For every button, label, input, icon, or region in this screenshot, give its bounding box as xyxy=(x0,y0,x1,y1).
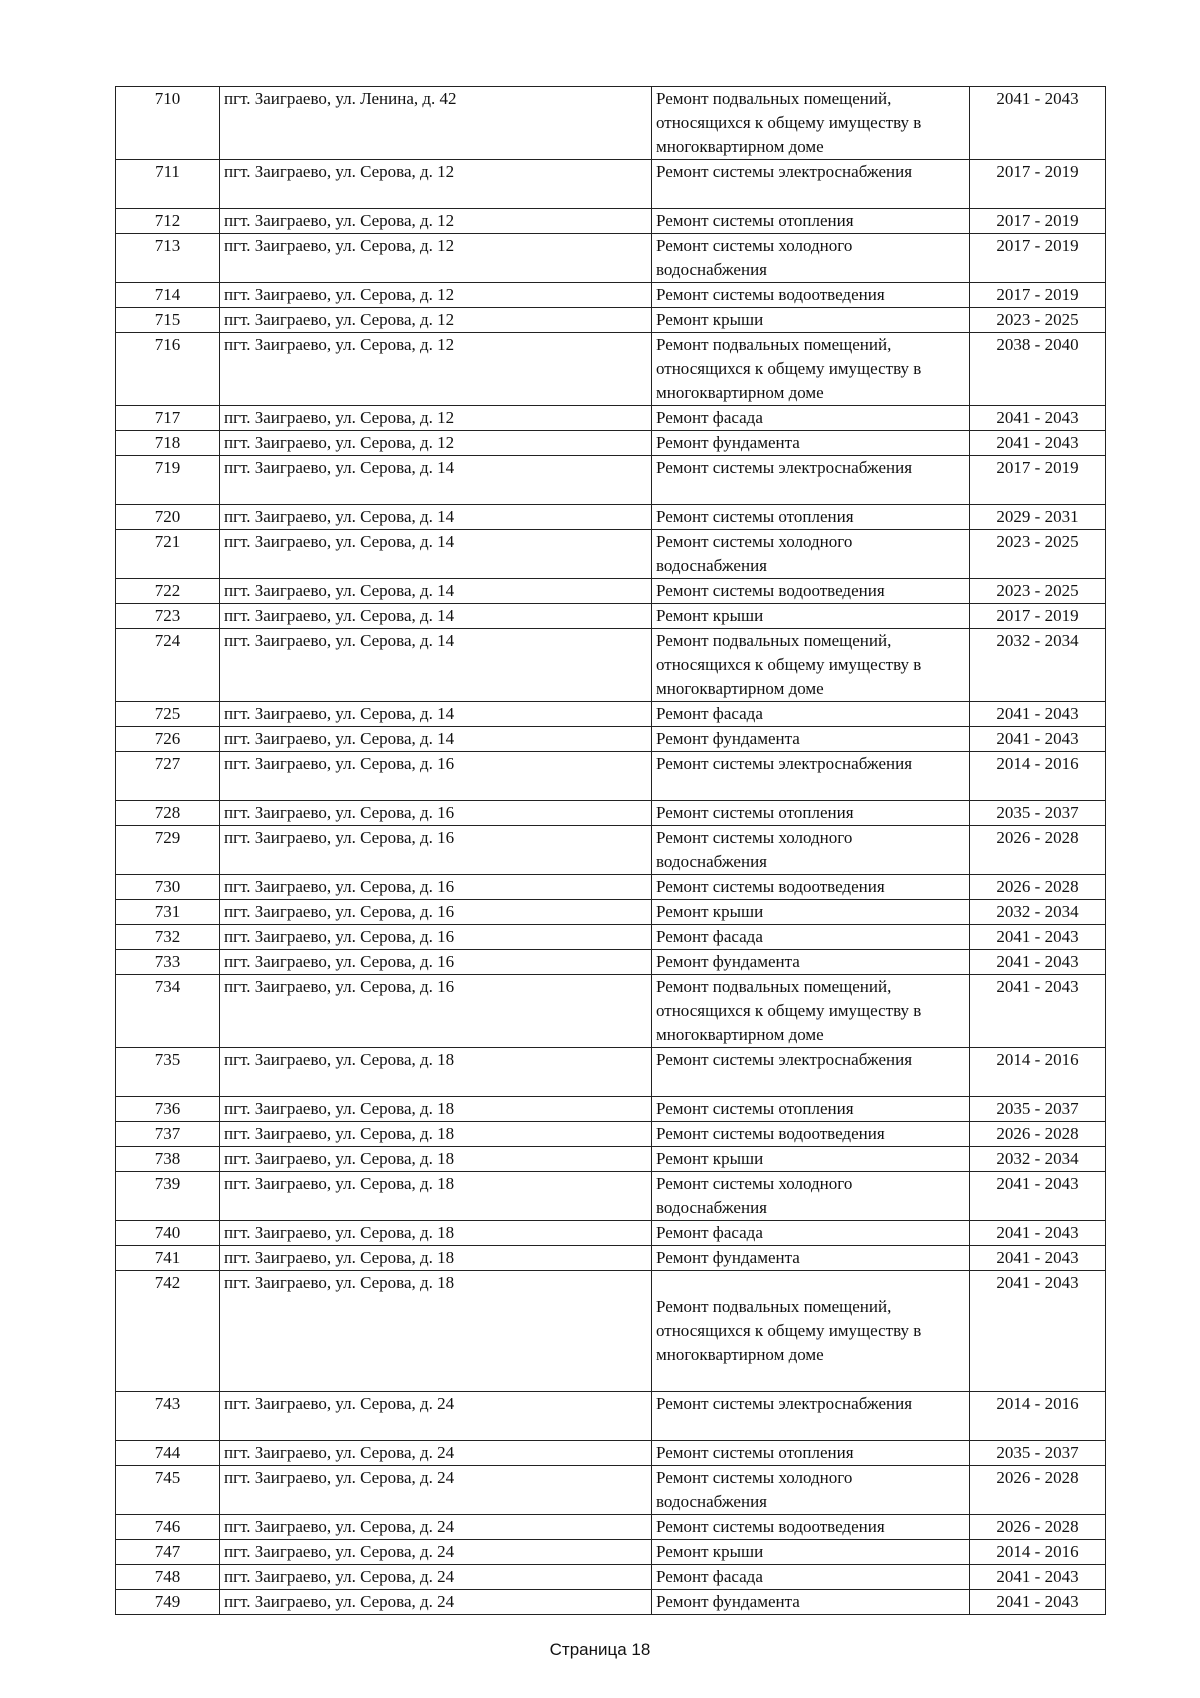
table-row xyxy=(116,1392,1106,1441)
address-cell: пгт. Заиграево, ул. Серова, д. 18 xyxy=(220,1271,652,1392)
row-number-cell: 748 xyxy=(116,1565,220,1590)
row-number-cell: 727 xyxy=(116,752,220,801)
row-number-cell: 747 xyxy=(116,1540,220,1565)
work-type-cell: Ремонт системы электроснабжения xyxy=(652,752,970,801)
period-cell: 2041 - 2043 xyxy=(970,1565,1106,1590)
address-cell: пгт. Заиграево, ул. Серова, д. 14 xyxy=(220,505,652,530)
period-cell: 2026 - 2028 xyxy=(970,1515,1106,1540)
period-cell: 2026 - 2028 xyxy=(970,1466,1106,1515)
work-type-cell: Ремонт системы электроснабжения xyxy=(652,1392,970,1441)
row-number-cell: 724 xyxy=(116,629,220,702)
table-row xyxy=(116,1147,1106,1172)
table-row xyxy=(116,900,1106,925)
period-cell: 2026 - 2028 xyxy=(970,875,1106,900)
period-cell: 2041 - 2043 xyxy=(970,1246,1106,1271)
address-cell: пгт. Заиграево, ул. Серова, д. 12 xyxy=(220,209,652,234)
row-number-cell: 738 xyxy=(116,1147,220,1172)
row-number-cell: 743 xyxy=(116,1392,220,1441)
table-row xyxy=(116,875,1106,900)
work-type-cell: Ремонт системы электроснабжения xyxy=(652,456,970,505)
work-type-cell: Ремонт подвальных помещений, относящихся к общему имуществу в многоквартирном доме xyxy=(652,629,970,702)
table-row xyxy=(116,530,1106,579)
work-type-cell: Ремонт крыши xyxy=(652,308,970,333)
address-cell: пгт. Заиграево, ул. Серова, д. 18 xyxy=(220,1246,652,1271)
work-type-cell: Ремонт подвальных помещений, относящихся к общему имуществу в многоквартирном доме xyxy=(652,1271,970,1392)
period-cell: 2041 - 2043 xyxy=(970,975,1106,1048)
table-row xyxy=(116,1565,1106,1590)
row-number-cell: 735 xyxy=(116,1048,220,1097)
address-cell: пгт. Заиграево, ул. Серова, д. 14 xyxy=(220,579,652,604)
period-cell: 2029 - 2031 xyxy=(970,505,1106,530)
table-row xyxy=(116,505,1106,530)
row-number-cell: 740 xyxy=(116,1221,220,1246)
address-cell: пгт. Заиграево, ул. Ленина, д. 42 xyxy=(220,87,652,160)
work-type-cell: Ремонт системы отопления xyxy=(652,801,970,826)
row-number-cell: 710 xyxy=(116,87,220,160)
address-cell: пгт. Заиграево, ул. Серова, д. 24 xyxy=(220,1392,652,1441)
address-cell: пгт. Заиграево, ул. Серова, д. 18 xyxy=(220,1147,652,1172)
table-row xyxy=(116,283,1106,308)
period-cell: 2017 - 2019 xyxy=(970,160,1106,209)
period-cell: 2032 - 2034 xyxy=(970,900,1106,925)
row-number-cell: 741 xyxy=(116,1246,220,1271)
address-cell: пгт. Заиграево, ул. Серова, д. 18 xyxy=(220,1122,652,1147)
table-row xyxy=(116,604,1106,629)
address-cell: пгт. Заиграево, ул. Серова, д. 14 xyxy=(220,702,652,727)
table-row xyxy=(116,87,1106,160)
row-number-cell: 736 xyxy=(116,1097,220,1122)
work-type-cell: Ремонт фасада xyxy=(652,925,970,950)
period-cell: 2023 - 2025 xyxy=(970,530,1106,579)
address-cell: пгт. Заиграево, ул. Серова, д. 12 xyxy=(220,431,652,456)
period-cell: 2014 - 2016 xyxy=(970,752,1106,801)
work-type-cell: Ремонт фундамента xyxy=(652,950,970,975)
page-number: Страница 18 xyxy=(549,1640,651,1659)
table-row xyxy=(116,629,1106,702)
work-type-cell: Ремонт фасада xyxy=(652,1565,970,1590)
address-cell: пгт. Заиграево, ул. Серова, д. 12 xyxy=(220,333,652,406)
period-cell: 2041 - 2043 xyxy=(970,406,1106,431)
work-type-cell: Ремонт фундамента xyxy=(652,727,970,752)
address-cell: пгт. Заиграево, ул. Серова, д. 14 xyxy=(220,456,652,505)
row-number-cell: 732 xyxy=(116,925,220,950)
table-row xyxy=(116,579,1106,604)
address-cell: пгт. Заиграево, ул. Серова, д. 24 xyxy=(220,1565,652,1590)
address-cell: пгт. Заиграево, ул. Серова, д. 24 xyxy=(220,1466,652,1515)
row-number-cell: 737 xyxy=(116,1122,220,1147)
period-cell: 2041 - 2043 xyxy=(970,87,1106,160)
repair-schedule-table xyxy=(115,86,1106,1615)
work-type-cell: Ремонт фасада xyxy=(652,702,970,727)
address-cell: пгт. Заиграево, ул. Серова, д. 16 xyxy=(220,801,652,826)
table-row xyxy=(116,160,1106,209)
row-number-cell: 722 xyxy=(116,579,220,604)
table-row xyxy=(116,209,1106,234)
row-number-cell: 723 xyxy=(116,604,220,629)
table-row xyxy=(116,1221,1106,1246)
work-type-cell: Ремонт фундамента xyxy=(652,1590,970,1615)
period-cell: 2017 - 2019 xyxy=(970,604,1106,629)
row-number-cell: 728 xyxy=(116,801,220,826)
table-row xyxy=(116,1246,1106,1271)
work-type-cell: Ремонт крыши xyxy=(652,604,970,629)
work-type-cell: Ремонт системы водоотведения xyxy=(652,875,970,900)
work-type-cell: Ремонт системы отопления xyxy=(652,209,970,234)
table-row xyxy=(116,702,1106,727)
table-row xyxy=(116,826,1106,875)
table-row xyxy=(116,308,1106,333)
table-row xyxy=(116,234,1106,283)
work-type-cell: Ремонт системы холодного водоснабжения xyxy=(652,1466,970,1515)
period-cell: 2017 - 2019 xyxy=(970,283,1106,308)
address-cell: пгт. Заиграево, ул. Серова, д. 16 xyxy=(220,752,652,801)
row-number-cell: 746 xyxy=(116,1515,220,1540)
work-type-cell: Ремонт фасада xyxy=(652,406,970,431)
period-cell: 2023 - 2025 xyxy=(970,579,1106,604)
period-cell: 2032 - 2034 xyxy=(970,629,1106,702)
address-cell: пгт. Заиграево, ул. Серова, д. 18 xyxy=(220,1097,652,1122)
work-type-cell: Ремонт системы холодного водоснабжения xyxy=(652,1172,970,1221)
work-type-cell: Ремонт системы водоотведения xyxy=(652,283,970,308)
work-type-cell: Ремонт крыши xyxy=(652,1147,970,1172)
work-type-cell: Ремонт фундамента xyxy=(652,431,970,456)
period-cell: 2023 - 2025 xyxy=(970,308,1106,333)
period-cell: 2041 - 2043 xyxy=(970,1172,1106,1221)
table-row xyxy=(116,752,1106,801)
table-row xyxy=(116,925,1106,950)
period-cell: 2017 - 2019 xyxy=(970,456,1106,505)
work-type-cell: Ремонт фасада xyxy=(652,1221,970,1246)
row-number-cell: 720 xyxy=(116,505,220,530)
work-type-cell: Ремонт фундамента xyxy=(652,1246,970,1271)
work-type-cell: Ремонт системы электроснабжения xyxy=(652,1048,970,1097)
address-cell: пгт. Заиграево, ул. Серова, д. 12 xyxy=(220,234,652,283)
period-cell: 2041 - 2043 xyxy=(970,1221,1106,1246)
work-type-cell: Ремонт системы холодного водоснабжения xyxy=(652,234,970,283)
work-type-cell: Ремонт крыши xyxy=(652,1540,970,1565)
period-cell: 2041 - 2043 xyxy=(970,1271,1106,1392)
table-row xyxy=(116,1466,1106,1515)
work-type-cell: Ремонт подвальных помещений, относящихся к общему имуществу в многоквартирном доме xyxy=(652,333,970,406)
row-number-cell: 713 xyxy=(116,234,220,283)
work-type-cell: Ремонт системы отопления xyxy=(652,505,970,530)
row-number-cell: 725 xyxy=(116,702,220,727)
address-cell: пгт. Заиграево, ул. Серова, д. 24 xyxy=(220,1540,652,1565)
work-type-cell: Ремонт системы электроснабжения xyxy=(652,160,970,209)
row-number-cell: 716 xyxy=(116,333,220,406)
period-cell: 2041 - 2043 xyxy=(970,950,1106,975)
address-cell: пгт. Заиграево, ул. Серова, д. 12 xyxy=(220,406,652,431)
period-cell: 2014 - 2016 xyxy=(970,1392,1106,1441)
row-number-cell: 734 xyxy=(116,975,220,1048)
address-cell: пгт. Заиграево, ул. Серова, д. 14 xyxy=(220,629,652,702)
work-type-cell: Ремонт системы холодного водоснабжения xyxy=(652,826,970,875)
row-number-cell: 711 xyxy=(116,160,220,209)
table-row xyxy=(116,456,1106,505)
work-type-cell: Ремонт подвальных помещений, относящихся к общему имуществу в многоквартирном доме xyxy=(652,975,970,1048)
table-row xyxy=(116,406,1106,431)
table-row xyxy=(116,1122,1106,1147)
period-cell: 2026 - 2028 xyxy=(970,1122,1106,1147)
address-cell: пгт. Заиграево, ул. Серова, д. 16 xyxy=(220,975,652,1048)
address-cell: пгт. Заиграево, ул. Серова, д. 18 xyxy=(220,1172,652,1221)
work-type-cell: Ремонт системы водоотведения xyxy=(652,1515,970,1540)
table-row xyxy=(116,1172,1106,1221)
address-cell: пгт. Заиграево, ул. Серова, д. 16 xyxy=(220,875,652,900)
period-cell: 2041 - 2043 xyxy=(970,702,1106,727)
period-cell: 2035 - 2037 xyxy=(970,1441,1106,1466)
period-cell: 2041 - 2043 xyxy=(970,727,1106,752)
row-number-cell: 749 xyxy=(116,1590,220,1615)
period-cell: 2035 - 2037 xyxy=(970,801,1106,826)
address-cell: пгт. Заиграево, ул. Серова, д. 14 xyxy=(220,727,652,752)
row-number-cell: 721 xyxy=(116,530,220,579)
address-cell: пгт. Заиграево, ул. Серова, д. 24 xyxy=(220,1441,652,1466)
period-cell: 2026 - 2028 xyxy=(970,826,1106,875)
row-number-cell: 729 xyxy=(116,826,220,875)
work-type-cell: Ремонт крыши xyxy=(652,900,970,925)
row-number-cell: 744 xyxy=(116,1441,220,1466)
table-row xyxy=(116,333,1106,406)
address-cell: пгт. Заиграево, ул. Серова, д. 16 xyxy=(220,925,652,950)
period-cell: 2035 - 2037 xyxy=(970,1097,1106,1122)
address-cell: пгт. Заиграево, ул. Серова, д. 18 xyxy=(220,1221,652,1246)
table-row xyxy=(116,1540,1106,1565)
row-number-cell: 719 xyxy=(116,456,220,505)
work-type-cell: Ремонт системы водоотведения xyxy=(652,1122,970,1147)
address-cell: пгт. Заиграево, ул. Серова, д. 12 xyxy=(220,308,652,333)
table-body xyxy=(116,87,1106,1615)
work-type-cell: Ремонт системы водоотведения xyxy=(652,579,970,604)
row-number-cell: 730 xyxy=(116,875,220,900)
period-cell: 2017 - 2019 xyxy=(970,209,1106,234)
table-row xyxy=(116,1515,1106,1540)
work-type-cell: Ремонт системы отопления xyxy=(652,1097,970,1122)
row-number-cell: 715 xyxy=(116,308,220,333)
row-number-cell: 731 xyxy=(116,900,220,925)
row-number-cell: 742 xyxy=(116,1271,220,1392)
period-cell: 2032 - 2034 xyxy=(970,1147,1106,1172)
address-cell: пгт. Заиграево, ул. Серова, д. 24 xyxy=(220,1515,652,1540)
table-row xyxy=(116,975,1106,1048)
address-cell: пгт. Заиграево, ул. Серова, д. 12 xyxy=(220,160,652,209)
period-cell: 2014 - 2016 xyxy=(970,1540,1106,1565)
table-row xyxy=(116,431,1106,456)
table-row xyxy=(116,950,1106,975)
row-number-cell: 739 xyxy=(116,1172,220,1221)
row-number-cell: 712 xyxy=(116,209,220,234)
address-cell: пгт. Заиграево, ул. Серова, д. 18 xyxy=(220,1048,652,1097)
table-row xyxy=(116,801,1106,826)
address-cell: пгт. Заиграево, ул. Серова, д. 14 xyxy=(220,530,652,579)
row-number-cell: 726 xyxy=(116,727,220,752)
row-number-cell: 714 xyxy=(116,283,220,308)
table-row xyxy=(116,1271,1106,1392)
address-cell: пгт. Заиграево, ул. Серова, д. 24 xyxy=(220,1590,652,1615)
row-number-cell: 718 xyxy=(116,431,220,456)
table-row xyxy=(116,1097,1106,1122)
address-cell: пгт. Заиграево, ул. Серова, д. 16 xyxy=(220,826,652,875)
table-row xyxy=(116,1590,1106,1615)
work-type-cell: Ремонт системы отопления xyxy=(652,1441,970,1466)
work-type-cell: Ремонт подвальных помещений, относящихся к общему имуществу в многоквартирном доме xyxy=(652,87,970,160)
work-type-cell: Ремонт системы холодного водоснабжения xyxy=(652,530,970,579)
period-cell: 2041 - 2043 xyxy=(970,1590,1106,1615)
period-cell: 2017 - 2019 xyxy=(970,234,1106,283)
table-row xyxy=(116,727,1106,752)
period-cell: 2041 - 2043 xyxy=(970,431,1106,456)
address-cell: пгт. Заиграево, ул. Серова, д. 16 xyxy=(220,950,652,975)
table-row xyxy=(116,1048,1106,1097)
table-row xyxy=(116,1441,1106,1466)
address-cell: пгт. Заиграево, ул. Серова, д. 16 xyxy=(220,900,652,925)
address-cell: пгт. Заиграево, ул. Серова, д. 14 xyxy=(220,604,652,629)
row-number-cell: 717 xyxy=(116,406,220,431)
address-cell: пгт. Заиграево, ул. Серова, д. 12 xyxy=(220,283,652,308)
row-number-cell: 733 xyxy=(116,950,220,975)
period-cell: 2014 - 2016 xyxy=(970,1048,1106,1097)
period-cell: 2041 - 2043 xyxy=(970,925,1106,950)
period-cell: 2038 - 2040 xyxy=(970,333,1106,406)
row-number-cell: 745 xyxy=(116,1466,220,1515)
